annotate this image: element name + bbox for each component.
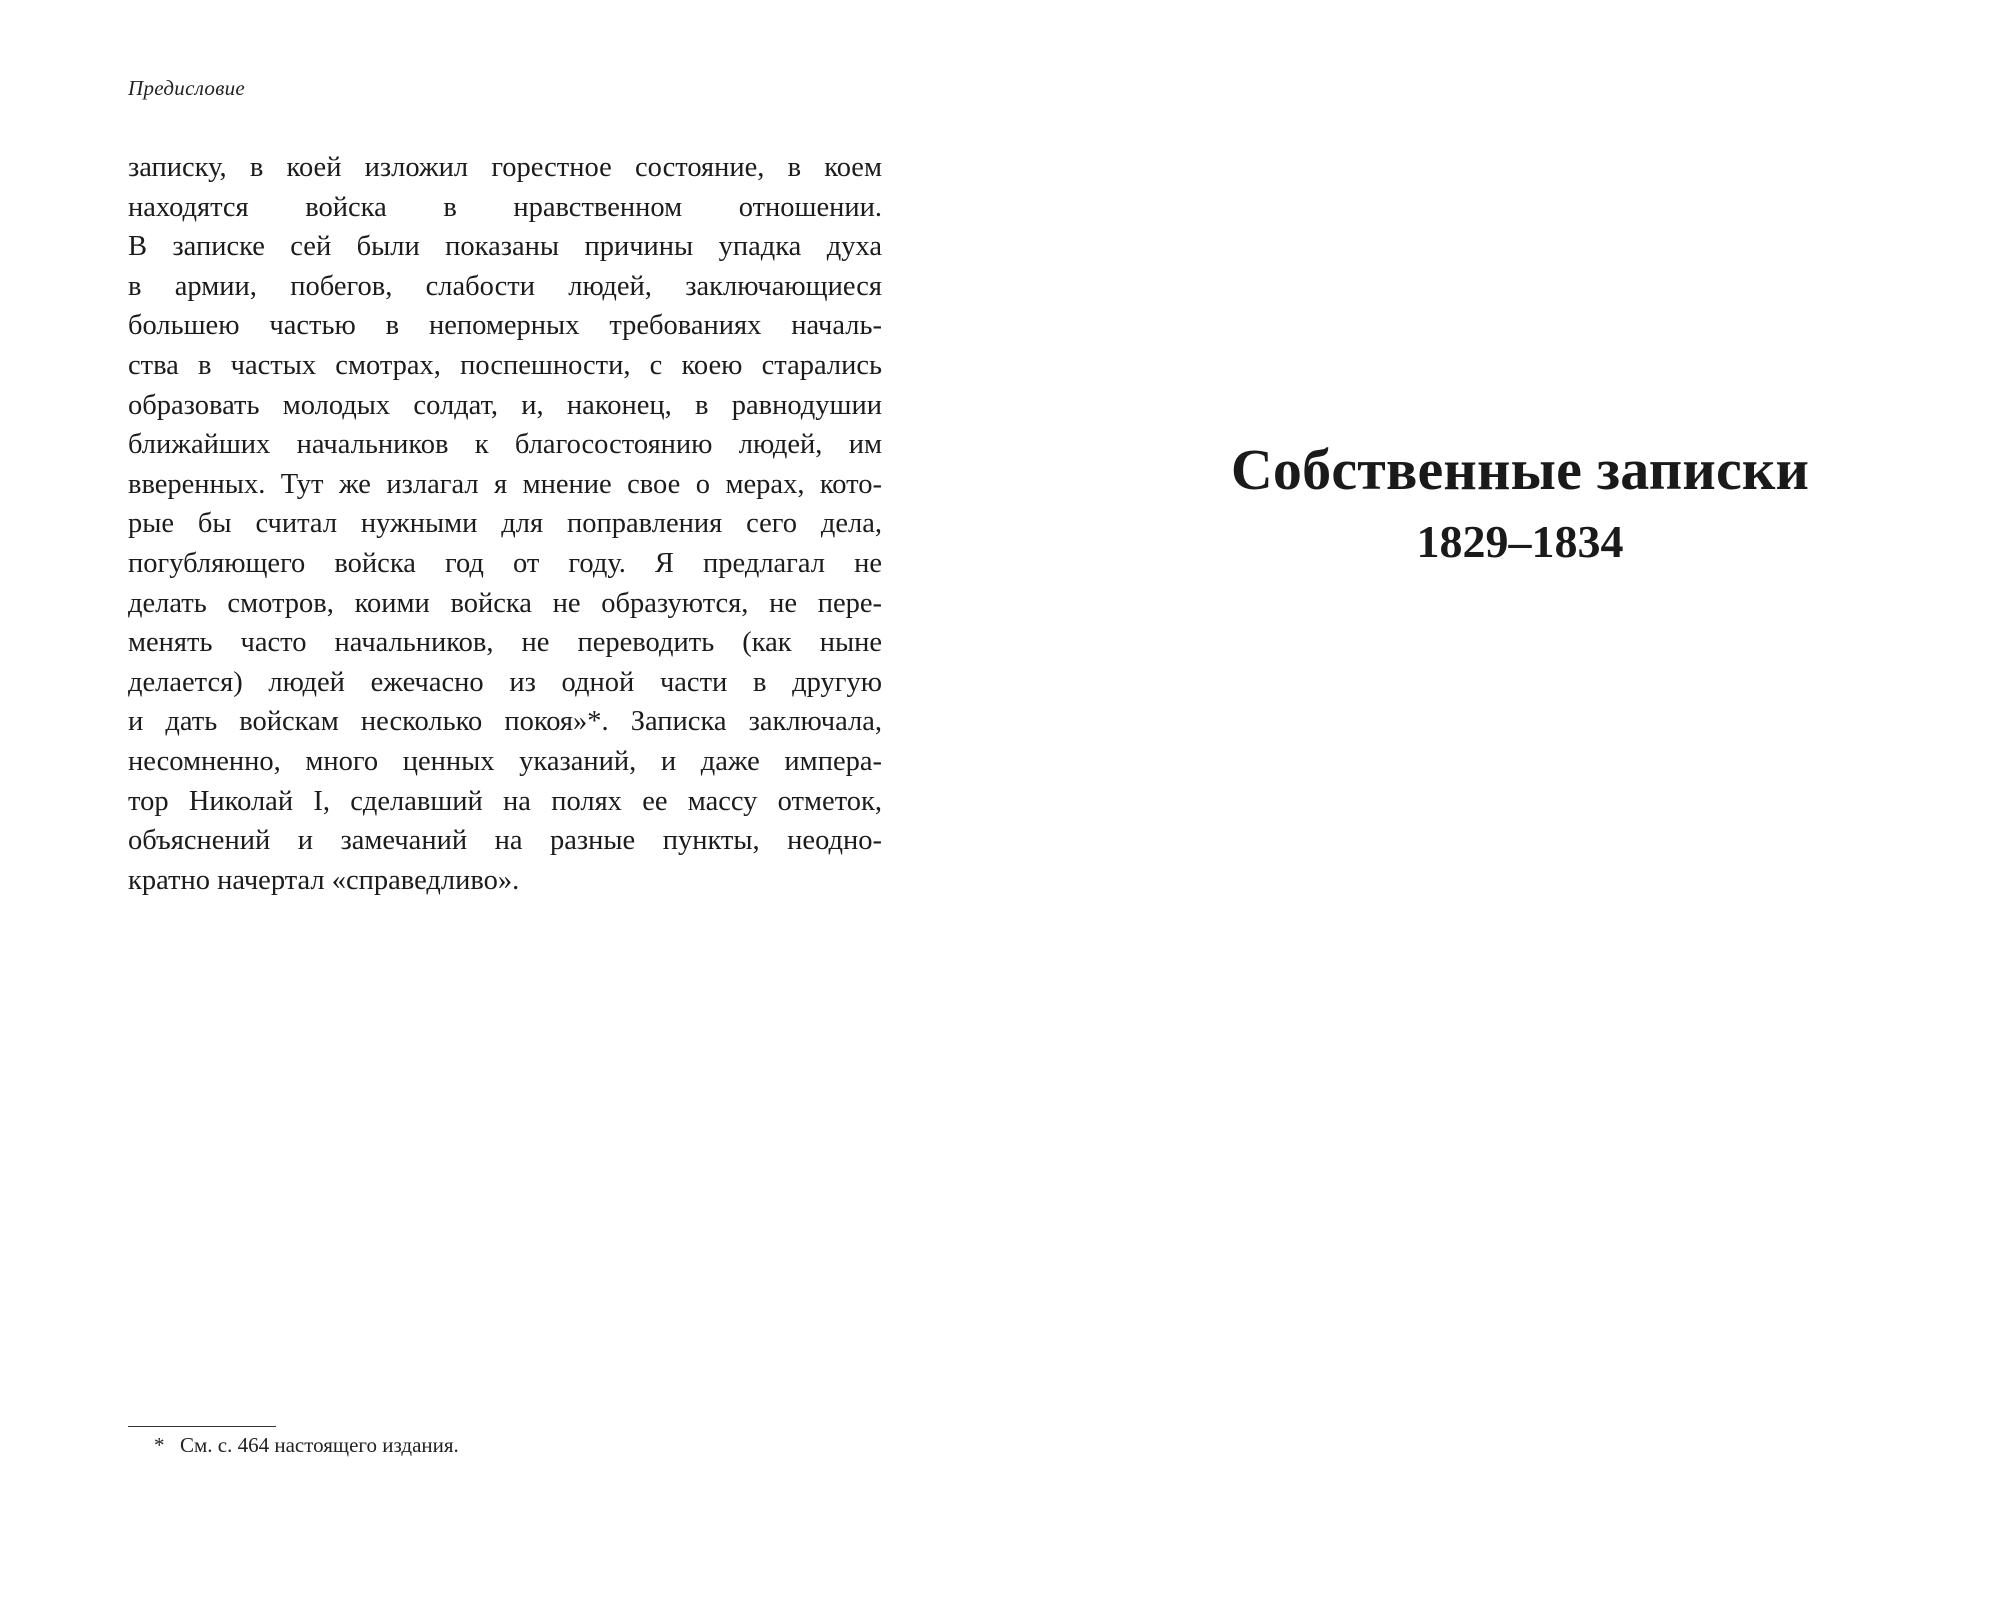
body-line: ближайших начальников к благосостоянию людей, им xyxy=(128,429,882,461)
body-line: тор Николай I, сделавший на полях ее массу отметок, xyxy=(128,785,882,817)
body-line: менять часто начальников, не переводить (как ныне xyxy=(128,627,882,659)
body-line: образовать молодых солдат, и, наконец, в равнодушии xyxy=(128,389,882,421)
footnote-rule xyxy=(128,1426,276,1427)
body-line: и дать войскам несколько покоя»*. Записка заключала, xyxy=(128,706,882,738)
body-line: несомненно, много ценных указаний, и даже импера- xyxy=(128,745,882,777)
running-head: Предисловие xyxy=(128,76,246,100)
body-line: в армии, побегов, слабости людей, заключающиеся xyxy=(128,270,882,302)
body-line: объяснений и замечаний на разные пункты, неодно- xyxy=(128,825,882,857)
body-line: погубляющего войска год от году. Я предлагал не xyxy=(128,547,882,579)
body-line: рые бы считал нужными для поправления сего дела, xyxy=(128,508,882,540)
body-line-last: кратно начертал «справедливо». xyxy=(128,864,520,896)
body-line: В записке сей были показаны причины упадка духа xyxy=(128,231,882,263)
body-line: записку, в коей изложил горестное состояние, в коем xyxy=(128,152,882,183)
body-line: ства в частых смотрах, поспешности, с коею старались xyxy=(128,349,882,381)
body-line: делается) людей ежечасно из одной части в другую xyxy=(128,666,882,698)
footnote-marker: * xyxy=(154,1433,165,1457)
footnote-text: См. с. 464 настоящего издания. xyxy=(180,1433,459,1457)
body-line: делать смотров, коими войска не образуются, не пере- xyxy=(128,587,882,619)
body-line: находятся войска в нравственном отношении. xyxy=(128,191,882,223)
body-line: вверенных. Тут же излагал я мнение свое о мерах, кото- xyxy=(128,468,882,500)
footnote xyxy=(154,1433,459,1458)
body-text xyxy=(128,148,882,900)
section-years: 1829–1834 xyxy=(1416,516,1624,567)
section-title: Собственные записки xyxy=(1230,437,1810,502)
body-line: большею частью в непомерных требованиях началь- xyxy=(128,310,882,342)
section-title-block xyxy=(1140,434,1900,570)
